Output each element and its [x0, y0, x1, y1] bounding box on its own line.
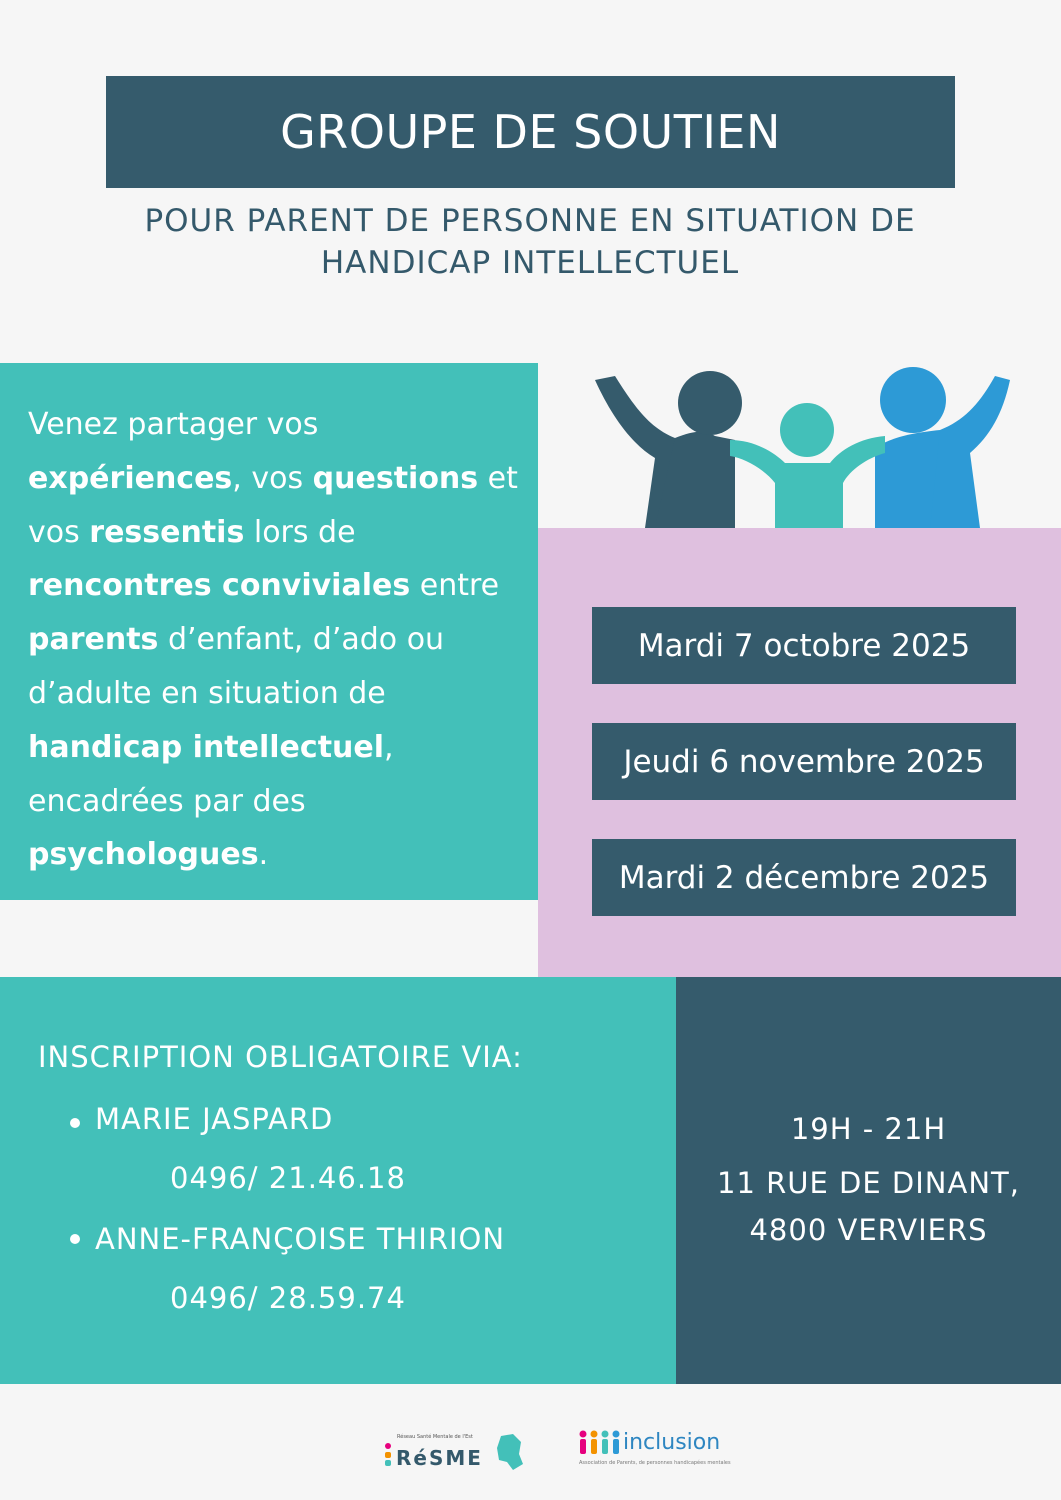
intro-text — [28, 398, 533, 882]
intro-segment: entre — [410, 568, 500, 604]
date-3-label: Mardi 2 décembre 2025 — [618, 859, 990, 896]
intro-highlight: rencontres conviviales — [28, 568, 411, 604]
intro-segment: et vos — [28, 460, 518, 550]
intro-highlight: handicap intellectuel — [28, 729, 385, 765]
contact-1-name: MARIE JASPARD — [95, 1102, 334, 1136]
intro-highlight: expériences — [28, 460, 233, 496]
intro-segment: . — [258, 837, 269, 873]
inclusion-logo — [577, 1428, 742, 1478]
date-1-label: Mardi 7 octobre 2025 — [637, 627, 971, 664]
subtitle-line-2: HANDICAP INTELLECTUEL — [320, 245, 740, 281]
map-shape-icon — [495, 1432, 525, 1472]
people-illustration-icon — [585, 358, 1025, 530]
intro-segment: Venez partager vos — [28, 407, 319, 442]
contact-1-phone: 0496/ 21.46.18 — [170, 1161, 406, 1195]
intro-highlight: questions — [312, 460, 479, 496]
intro-segment: , vos — [232, 460, 313, 496]
date-3 — [592, 839, 1016, 916]
intro-segment: , encadrées par des — [28, 729, 394, 819]
inclusion-name: inclusion — [623, 1430, 721, 1455]
inclusion-people-icon — [577, 1430, 621, 1456]
intro-highlight: psychologues — [28, 837, 259, 873]
event-time: 19H - 21H — [790, 1112, 947, 1146]
title-banner — [106, 76, 955, 188]
subtitle — [80, 200, 980, 284]
date-2-label: Jeudi 6 novembre 2025 — [623, 743, 985, 780]
address-line-2: 4800 VERVIERS — [749, 1213, 988, 1247]
bullet-icon — [70, 1118, 80, 1128]
inclusion-tagline: Association de Parents, de personnes handicapées mentales — [579, 1460, 731, 1466]
resme-small-text: Réseau Santé Mentale de l'Est — [397, 1434, 473, 1440]
page-title: GROUPE DE SOUTIEN — [280, 105, 781, 159]
resme-dots-icon — [383, 1442, 395, 1472]
resme-name: RéSME — [396, 1446, 483, 1470]
contact-2-phone: 0496/ 28.59.74 — [170, 1281, 406, 1315]
intro-highlight: parents — [28, 622, 159, 658]
intro-segment: d’enfant, d’ado ou d’adulte en situation de — [28, 622, 445, 711]
resme-logo — [383, 1428, 525, 1476]
intro-segment: lors de — [244, 514, 356, 550]
date-2 — [592, 723, 1016, 800]
registration-title: INSCRIPTION OBLIGATOIRE VIA: — [38, 1040, 523, 1074]
intro-highlight: ressentis — [89, 514, 245, 550]
bullet-icon — [70, 1234, 80, 1244]
date-1 — [592, 607, 1016, 684]
contact-2-name: ANNE-FRANÇOISE THIRION — [95, 1222, 506, 1256]
subtitle-line-1: POUR PARENT DE PERSONNE EN SITUATION DE — [144, 203, 916, 239]
address-line-1: 11 RUE DE DINANT, — [717, 1166, 1020, 1200]
